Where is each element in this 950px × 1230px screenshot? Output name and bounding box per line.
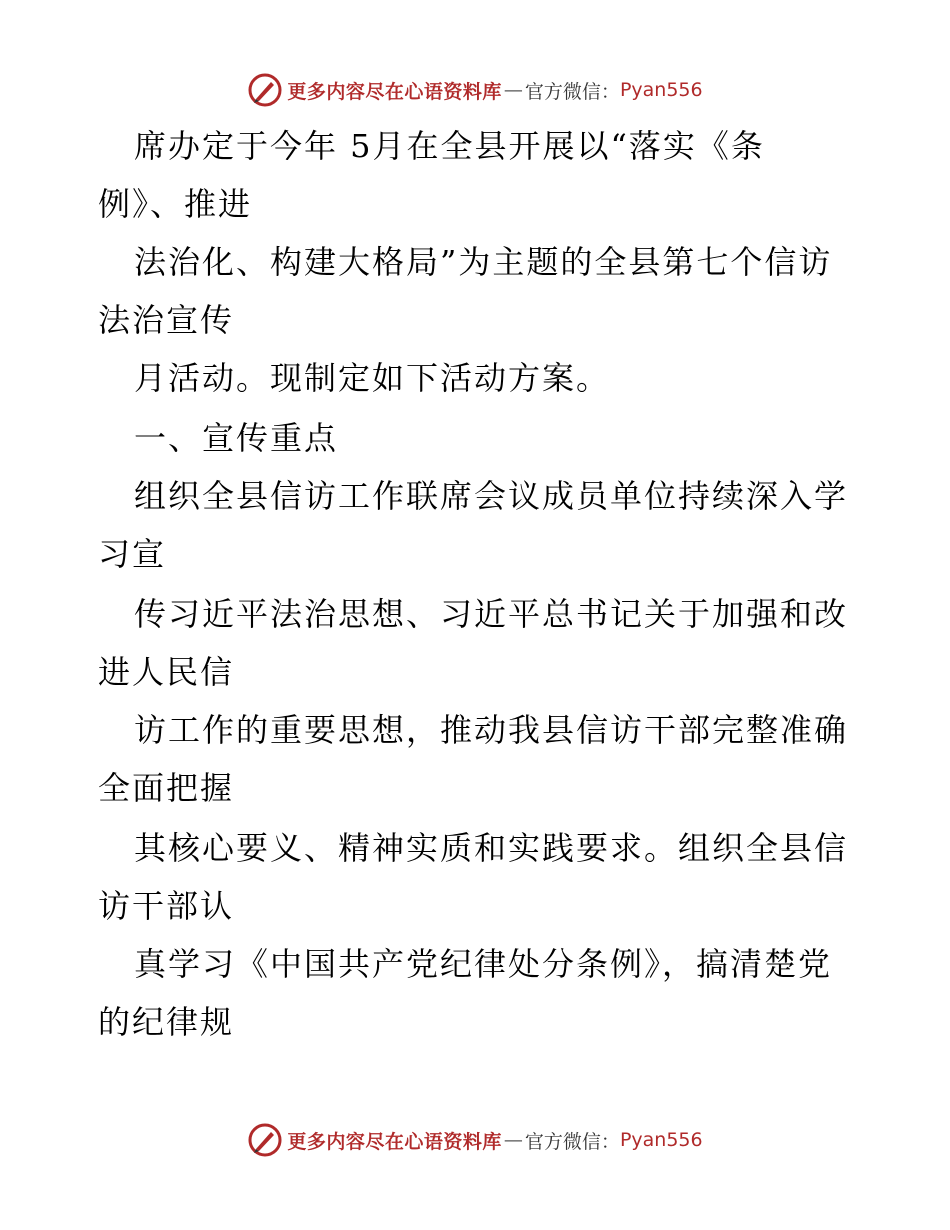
body-line-14: 访干部认 xyxy=(98,887,235,925)
banner-wechat-label: 官方微信： xyxy=(524,80,620,103)
body-line-12: 全面把握 xyxy=(98,769,235,807)
body-line-4: 法治宣传 xyxy=(98,301,235,339)
body-line-16: 的纪律规 xyxy=(98,1003,235,1041)
body-line-3: 法治化、构建大格局”为主题的全县第七个信访 xyxy=(134,243,833,281)
body-line-15: 真学习《中国共产党纪律处分条例》，搞清楚党 xyxy=(134,945,833,983)
banner-title: 更多内容尽在心语资料库 xyxy=(287,1130,502,1153)
pen-logo-icon xyxy=(247,1122,283,1158)
body-line-8: 习宣 xyxy=(98,535,167,573)
pen-logo-icon xyxy=(247,72,283,108)
banner-wechat-id: Pyan556 xyxy=(619,79,703,101)
body-line-9: 传习近平法治思想、习近平总书记关于加强和改 xyxy=(134,595,849,633)
header-banner xyxy=(0,70,950,110)
banner-wechat-label: 官方微信： xyxy=(524,1130,620,1153)
banner-separator: — xyxy=(503,79,523,101)
body-line-11: 访工作的重要思想，推动我县信访干部完整准确 xyxy=(134,711,849,749)
section-heading: 一、宣传重点 xyxy=(134,419,339,457)
banner-wechat-id: Pyan556 xyxy=(619,1129,703,1151)
footer-banner xyxy=(0,1120,950,1160)
banner-separator: — xyxy=(503,1129,523,1151)
body-line-5: 月活动。现制定如下活动方案。 xyxy=(134,359,611,397)
body-line-13: 其核心要义、精神实质和实践要求。组织全县信 xyxy=(134,829,849,867)
body-line-10: 进人民信 xyxy=(98,653,235,691)
banner-title: 更多内容尽在心语资料库 xyxy=(287,80,502,103)
body-line-7: 组织全县信访工作联席会议成员单位持续深入学 xyxy=(134,477,849,515)
body-line-2: 例》、推进 xyxy=(98,185,253,223)
body-line-1: 席办定于今年 5月在全县开展以“落实《条 xyxy=(134,127,765,165)
